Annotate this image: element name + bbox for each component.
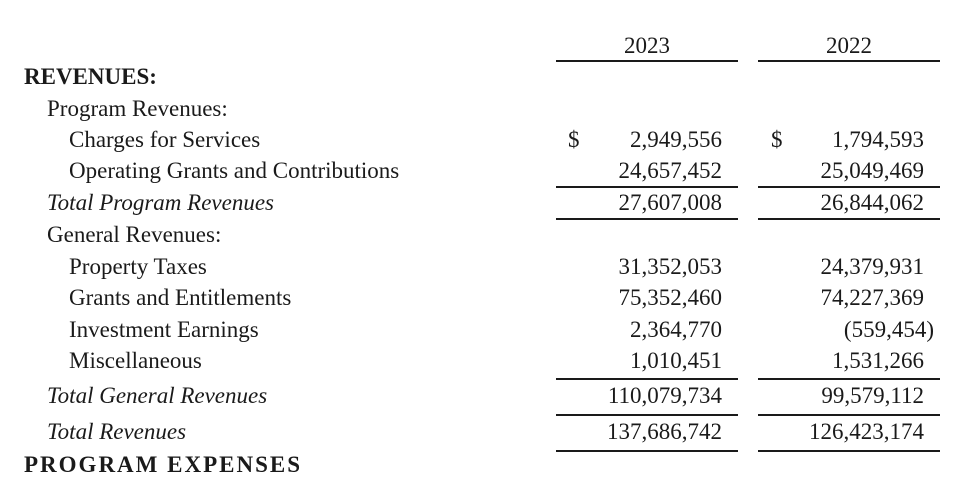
row-label-miscellaneous: Miscellaneous bbox=[69, 348, 202, 373]
total-general-revenues-2022: 99,579,112 bbox=[821, 383, 924, 408]
total-general-rule-2023 bbox=[556, 414, 738, 416]
operating-grants-2023: 24,657,452 bbox=[618, 158, 722, 183]
program-revenues-heading: Program Revenues: bbox=[47, 96, 228, 121]
grants-entitlements-2023: 75,352,460 bbox=[618, 285, 722, 310]
row-label-total-revenues: Total Revenues bbox=[47, 419, 187, 444]
total-revenues-2022: 126,423,174 bbox=[809, 419, 924, 444]
miscellaneous-2023: 1,010,451 bbox=[630, 348, 722, 373]
row-label-total-program-revenues: Total Program Revenues bbox=[47, 190, 275, 215]
row-label-grants-entitlements: Grants and Entitlements bbox=[69, 285, 292, 310]
subtotal-rule-2023 bbox=[556, 186, 738, 188]
general-revenues-heading: General Revenues: bbox=[47, 222, 222, 247]
total-program-revenues-2023: 27,607,008 bbox=[618, 190, 722, 215]
total-revenues-rule-2022 bbox=[758, 450, 940, 452]
total-revenues-2023: 137,686,742 bbox=[607, 419, 722, 444]
subtotal-rule-2022 bbox=[758, 186, 940, 188]
charges-for-services-2022: 1,794,593 bbox=[832, 127, 924, 152]
next-section-title-partial: PROGRAM EXPENSES bbox=[24, 452, 302, 477]
total-general-rule-2022 bbox=[758, 414, 940, 416]
header-underline-2023 bbox=[556, 60, 738, 62]
row-label-charges-for-services: Charges for Services bbox=[69, 127, 261, 152]
property-taxes-2023: 31,352,053 bbox=[618, 254, 722, 279]
total-program-revenues-2022: 26,844,062 bbox=[820, 190, 924, 215]
general-subtotal-rule-2022 bbox=[758, 378, 940, 380]
grants-entitlements-2022: 74,227,369 bbox=[820, 285, 924, 310]
charges-for-services-2023: 2,949,556 bbox=[630, 127, 722, 152]
column-header-2023: 2023 bbox=[624, 33, 670, 58]
section-title-revenues: REVENUES: bbox=[24, 64, 157, 89]
property-taxes-2022: 24,379,931 bbox=[820, 254, 924, 279]
row-label-investment-earnings: Investment Earnings bbox=[69, 317, 259, 342]
row-label-property-taxes: Property Taxes bbox=[69, 254, 207, 279]
currency-symbol-2022: $ bbox=[771, 127, 783, 152]
general-subtotal-rule-2023 bbox=[556, 378, 738, 380]
currency-symbol-2023: $ bbox=[568, 127, 580, 152]
investment-earnings-2022: (559,454) bbox=[843, 317, 934, 342]
total-program-rule-2023 bbox=[556, 218, 738, 220]
miscellaneous-2022: 1,531,266 bbox=[832, 348, 924, 373]
total-program-rule-2022 bbox=[758, 218, 940, 220]
row-label-operating-grants: Operating Grants and Contributions bbox=[69, 158, 400, 183]
row-label-total-general-revenues: Total General Revenues bbox=[47, 383, 268, 408]
investment-earnings-2023: 2,364,770 bbox=[630, 317, 722, 342]
operating-grants-2022: 25,049,469 bbox=[820, 158, 924, 183]
column-header-2022: 2022 bbox=[826, 33, 872, 58]
total-revenues-rule-2023 bbox=[556, 450, 738, 452]
header-underline-2022 bbox=[758, 60, 940, 62]
total-general-revenues-2023: 110,079,734 bbox=[607, 383, 722, 408]
